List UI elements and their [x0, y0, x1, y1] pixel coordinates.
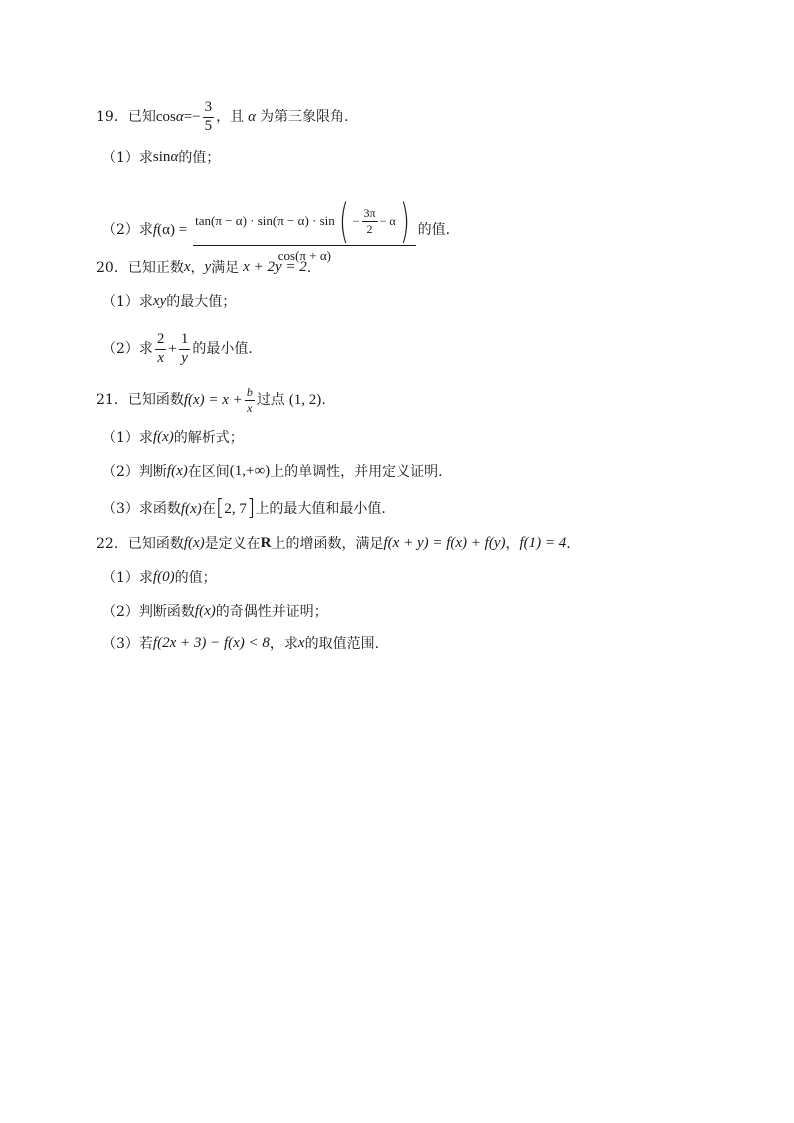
fraction-numerator: 2	[156, 331, 165, 347]
problem-22-q3	[102, 636, 379, 651]
fraction-numerator: 1	[180, 331, 189, 347]
function-f: f	[166, 463, 172, 479]
constraint-expression: x + 2y = 2	[243, 259, 307, 275]
question-tail: 的最大值；	[166, 293, 237, 310]
product-xy: xy	[152, 293, 167, 309]
question-tail: 的值；	[178, 149, 221, 166]
alpha-symbol: α	[248, 108, 256, 125]
question-prefix: （2）判断	[102, 463, 167, 480]
alpha-symbol: α	[170, 149, 179, 165]
question-tail: 的奇偶性并证明；	[215, 603, 328, 620]
question-prefix: （1）求	[102, 429, 153, 446]
fraction-three-fifths	[203, 100, 215, 135]
point-coordinates: (1, 2)	[288, 391, 322, 408]
comma: ，	[190, 259, 205, 276]
on-word: 在	[201, 501, 216, 517]
problem-21-q1	[102, 430, 244, 445]
initial-condition: f(1) = 4	[519, 535, 567, 551]
problem-21-q2	[102, 464, 443, 479]
closed-interval: 2, 7	[224, 500, 247, 517]
question-tail: 上的单调性，并用定义证明.	[270, 463, 443, 480]
cos-symbol: cos	[155, 108, 176, 125]
problem-19-statement	[96, 100, 348, 135]
variable-x: x	[297, 635, 305, 651]
alpha-symbol: α	[175, 108, 184, 125]
real-numbers-symbol: R	[260, 535, 272, 551]
big-fraction-denominator: cos(π + α)	[277, 248, 331, 263]
question-tail: 的值.	[417, 222, 451, 239]
problem-20-q1	[102, 294, 236, 309]
problem-19-q1	[102, 150, 220, 165]
inner-tail: − α	[379, 213, 396, 228]
comma: ，	[505, 535, 520, 552]
fraction-denominator: x	[157, 349, 164, 366]
problem-21-lead: 21．已知函数	[96, 392, 184, 409]
passes-through-word: 过点	[256, 392, 285, 409]
question-prefix: （2）判断函数	[102, 603, 195, 620]
fraction-one-over-y	[179, 332, 191, 367]
big-fraction	[193, 194, 415, 263]
problem-19-tail: 为第三象限角.	[260, 109, 349, 126]
function-f: f	[183, 391, 188, 408]
problem-19-lead: 19．已知	[96, 109, 156, 126]
problem-20-lead: 20．已知正数	[96, 259, 184, 276]
question-prefix: （3）若	[102, 635, 153, 652]
increasing-function-text: 上的增函数，满足	[271, 535, 384, 552]
variable-x: x	[183, 259, 191, 275]
period: .	[566, 535, 571, 552]
f-of-zero: f(0)	[152, 569, 175, 585]
inner-numerator: 3π	[363, 205, 376, 220]
fraction-denominator: 5	[204, 117, 213, 134]
question-tail: 的最小值.	[192, 341, 253, 358]
three-pi-over-two	[362, 207, 378, 235]
plus-sign: +	[168, 340, 177, 357]
right-bracket: ]	[246, 496, 256, 521]
problem-19-q2	[102, 194, 451, 263]
problem-22-lead: 22．已知函数	[96, 535, 184, 552]
functional-equation: f(x + y) = f(x) + f(y)	[383, 535, 506, 551]
fraction-b-over-x	[245, 386, 255, 414]
function-definition: (x) = x +	[188, 391, 243, 408]
function-argument: (α) =	[157, 221, 188, 238]
question-prefix: （3）求函数	[102, 501, 181, 517]
problem-22-q2	[102, 604, 328, 619]
period: .	[321, 392, 326, 409]
problem-22-statement	[96, 536, 571, 551]
fraction-denominator: y	[181, 349, 188, 366]
interval-word: 在区间	[187, 463, 230, 480]
question-prefix: （1）求	[102, 149, 153, 166]
fraction-denominator: x	[247, 400, 253, 415]
problem-22-q1	[102, 570, 217, 585]
inequality-expression: f(2x + 3) − f(x) < 8	[152, 635, 270, 651]
problem-20-statement	[96, 260, 311, 275]
variable-y: y	[204, 259, 212, 275]
right-paren: )	[399, 194, 410, 248]
left-paren: (	[338, 194, 349, 248]
function-argument: (x)	[185, 500, 202, 517]
question-prefix: （2）求	[102, 222, 153, 239]
find-word: ，求	[269, 635, 298, 652]
big-fraction-numerator	[193, 194, 415, 248]
fraction-two-over-x	[155, 332, 167, 367]
fraction-numerator: 3	[204, 99, 213, 115]
problem-21-q3	[102, 498, 386, 520]
inner-minus: −	[352, 213, 360, 228]
question-tail: 的解析式；	[173, 429, 244, 446]
question-prefix: （1）求	[102, 293, 153, 310]
function-argument: (x)	[188, 535, 205, 551]
sin-symbol: sin	[152, 149, 171, 165]
question-tail: 的取值范围.	[304, 635, 380, 652]
question-tail: 上的最大值和最小值.	[255, 501, 386, 517]
left-bracket: [	[215, 496, 225, 521]
open-interval: (1,+∞)	[229, 463, 271, 479]
question-prefix: （2）求	[102, 341, 153, 358]
numerator-trig-product: tan(π − α) · sin(π − α) · sin	[195, 213, 335, 229]
equals-minus: =−	[183, 108, 201, 125]
defined-on-word: 是定义在	[204, 535, 261, 552]
inner-denominator: 2	[366, 221, 373, 236]
function-argument: (x)	[171, 463, 188, 479]
condition-word: 满足	[211, 259, 240, 276]
function-f: f	[152, 429, 158, 445]
function-argument: (x)	[157, 429, 174, 445]
period: .	[306, 259, 312, 276]
function-f: f	[180, 500, 186, 517]
function-f: f	[183, 535, 188, 551]
question-prefix: （1）求	[102, 569, 153, 586]
problem-19-mid: ，且	[216, 109, 245, 126]
problem-21-statement	[96, 386, 326, 414]
question-tail: 的值；	[174, 569, 217, 586]
function-f: f	[152, 221, 158, 238]
problem-20-q2	[102, 332, 253, 367]
fraction-numerator: b	[246, 385, 253, 399]
f-of-x: f(x)	[194, 603, 216, 619]
